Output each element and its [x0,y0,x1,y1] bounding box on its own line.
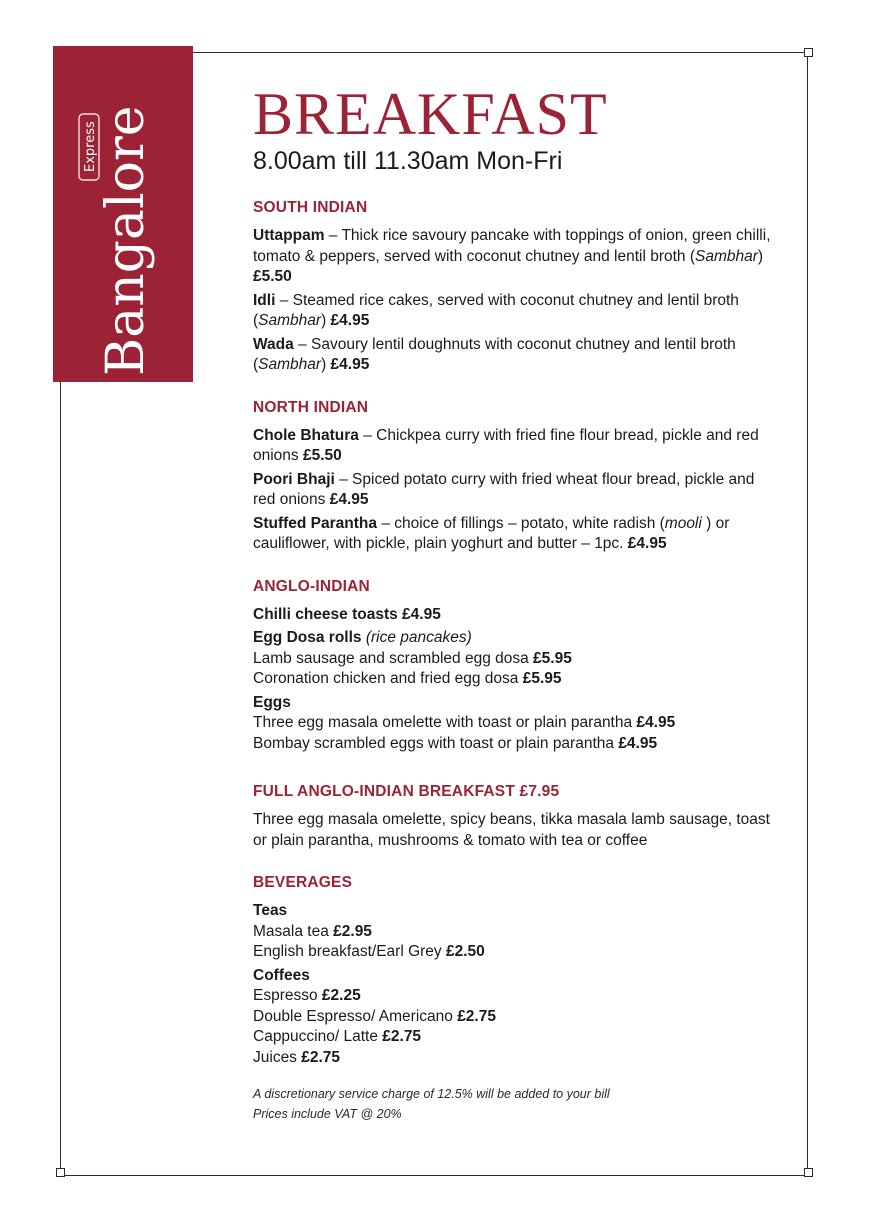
section-title-south-indian: SOUTH INDIAN [253,199,368,216]
line-text: Lamb sausage and scrambled egg dosa [253,649,534,667]
section-title-beverages: BEVERAGES [253,874,353,891]
full-breakfast-title: FULL ANGLO-INDIAN BREAKFAST [253,783,515,800]
menu-item [253,426,778,467]
line-text: Cappuccino/ Latte [253,1028,383,1045]
item-description: – Thick rice savoury pancake with toppings of onion, green chilli, tomato & peppers, served with coconut chutney and lentil broth [253,227,771,265]
corner-ornament [56,1168,65,1177]
menu-content [253,82,778,1124]
service-charge-note: A discretionary service charge of 12.5% will be added to your bill [253,1087,610,1101]
brand-tag: Express [83,121,98,172]
line-price: £4.95 [618,734,658,752]
item-note: Sambhar [695,247,758,265]
item-price: £4.95 [627,535,667,552]
item-price: £4.95 [330,312,370,329]
section-title-anglo-indian: ANGLO-INDIAN [253,577,370,595]
line-text: English breakfast/Earl Grey [253,943,446,960]
section-title-north-indian: NORTH INDIAN [253,398,369,416]
coffees-heading: Coffees [253,966,310,984]
footer-notes [253,1084,778,1124]
line-text: Coronation chicken and fried egg dosa [253,670,523,687]
section-title-full-breakfast [253,782,778,802]
line-price: £5.95 [522,670,562,687]
full-breakfast-description: Three egg masala omelette, spicy beans, tikka masala lamb sausage, toast or plain parantha, mushrooms & tomato with tea or coffee [253,811,770,849]
menu-item [253,470,778,511]
menu-line [253,922,778,943]
item-note: Sambhar [258,356,322,373]
item-note: mooli [664,514,707,532]
line-text: Masala tea [253,922,334,940]
full-breakfast-price: £7.95 [519,783,560,800]
line-price: £2.95 [333,922,372,940]
menu-item: Uttappam – Thick rice savoury pancake with toppings of onion, green chilli, tomato & peppers, served with coconut chutney and lentil broth (Sambhar) £5.50 [253,227,771,285]
item-name: Idli [253,291,276,309]
opening-hours: 8.00am till 11.30am Mon-Fri [253,147,563,175]
brand-logo-panel [53,46,193,382]
corner-ornament [804,1168,813,1177]
menu-line [253,669,778,690]
menu-line [253,942,778,963]
menu-line [253,1027,778,1048]
line-text: Espresso [253,987,322,1004]
item-note: Sambhar [258,312,322,329]
chilli-cheese-toasts: Chilli cheese toasts £4.95 [253,605,441,623]
item-description: – Chickpea curry with fried fine flour bread, pickle and red onions [253,426,759,464]
line-price: £2.75 [301,1048,341,1066]
brand-logo [53,46,193,382]
brand-name: Bangalore [96,105,156,376]
vat-note: Prices include VAT @ 20% [253,1107,402,1121]
item-price: £5.50 [253,268,292,285]
egg-dosa-heading [253,628,778,649]
line-text: Three egg masala omelette with toast or plain parantha [253,714,637,731]
eggs-heading: Eggs [253,693,291,711]
menu-item [253,514,778,555]
item-name: Chole Bhatura [253,426,359,444]
menu-item: Idli – Steamed rice cakes, served with coconut chutney and lentil broth (Sambhar) £4.95 [253,291,739,329]
menu-line [253,1048,778,1069]
line-price: £2.50 [445,943,485,960]
egg-dosa-note: (rice pancakes) [365,629,472,646]
menu-line [253,713,778,734]
line-price: £5.95 [533,649,572,667]
line-text: Double Espresso/ Americano [253,1007,458,1025]
corner-ornament [804,48,813,57]
item-description-cont: ) or cauliflower, with pickle, plain yoghurt and butter – 1pc. [253,514,730,552]
item-price: £4.95 [330,356,370,373]
line-text: Bombay scrambled eggs with toast or plain parantha [253,734,619,752]
item-description: – Savoury lentil doughnuts with coconut chutney and lentil broth [293,335,736,353]
line-price: £2.75 [382,1028,422,1045]
item-price: £4.95 [329,491,369,508]
item-description: – choice of fillings – potato, white radish ( [377,514,665,532]
menu-line [253,986,778,1007]
item-description: – Spiced potato curry with fried wheat flour bread, pickle and red onions [253,470,755,508]
item-name: Uttappam [253,227,325,244]
item-name: Stuffed Parantha [253,514,378,532]
line-price: £4.95 [636,714,676,731]
line-text: Juices [253,1048,302,1066]
egg-dosa-title: Egg Dosa rolls [253,629,362,646]
menu-item: Wada – Savoury lentil doughnuts with coconut chutney and lentil broth (Sambhar) £4.95 [253,335,736,373]
item-description: – Steamed rice cakes, served with coconut chutney and lentil broth [275,291,739,309]
item-price: £5.50 [302,447,342,464]
line-price: £2.75 [457,1007,496,1025]
menu-line [253,1007,778,1028]
item-name: Wada [253,335,294,353]
teas-heading: Teas [253,902,288,919]
menu-line [253,734,778,755]
item-name: Poori Bhaji [253,470,335,488]
menu-line [253,649,778,670]
line-price: £2.25 [321,987,361,1004]
page-title: BREAKFAST [253,81,608,147]
